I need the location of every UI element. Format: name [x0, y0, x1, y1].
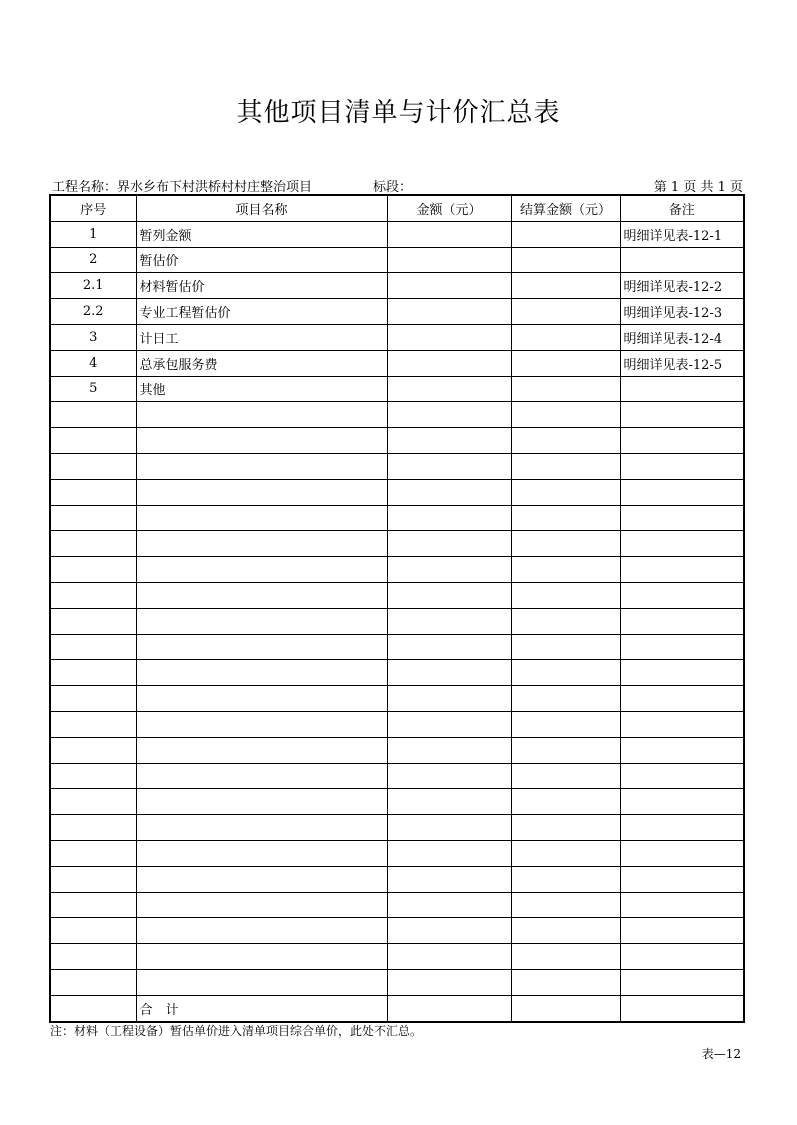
cell-no: 1	[50, 221, 136, 247]
table-row	[50, 350, 744, 376]
cell-settlement	[511, 324, 620, 350]
cell-amount	[387, 557, 511, 583]
table-row	[50, 634, 744, 660]
cell-settlement	[511, 273, 620, 299]
cell-settlement	[511, 866, 620, 892]
cell-settlement	[511, 247, 620, 273]
cell-no	[50, 608, 136, 634]
cell-no	[50, 763, 136, 789]
cell-amount	[387, 763, 511, 789]
cell-settlement	[511, 737, 620, 763]
cell-name	[136, 840, 387, 866]
cell-settlement	[511, 660, 620, 686]
cell-note: 明细详见表-12-2	[620, 273, 744, 299]
cell-note	[620, 711, 744, 737]
cell-name	[136, 866, 387, 892]
table-row	[50, 892, 744, 918]
cell-note	[620, 634, 744, 660]
cell-settlement	[511, 840, 620, 866]
cell-amount	[387, 995, 511, 1021]
cell-name	[136, 479, 387, 505]
table-row	[50, 866, 744, 892]
header-no: 序号	[50, 195, 136, 221]
cell-note	[620, 995, 744, 1021]
table-row	[50, 815, 744, 841]
cell-note	[620, 892, 744, 918]
cell-no	[50, 737, 136, 763]
cell-name	[136, 918, 387, 944]
table-row	[50, 686, 744, 712]
cell-amount	[387, 969, 511, 995]
table-row	[50, 428, 744, 454]
cell-name	[136, 634, 387, 660]
cell-name	[136, 505, 387, 531]
cell-note	[620, 479, 744, 505]
cell-no	[50, 815, 136, 841]
cell-name	[136, 737, 387, 763]
cell-settlement	[511, 608, 620, 634]
page-info: 第 1 页 共 1 页	[653, 180, 743, 195]
cell-name: 合 计	[136, 995, 387, 1021]
cell-amount	[387, 892, 511, 918]
cell-no	[50, 453, 136, 479]
cell-no	[50, 944, 136, 970]
cell-no: 2	[50, 247, 136, 273]
cell-note	[620, 789, 744, 815]
cell-name	[136, 660, 387, 686]
cell-settlement	[511, 479, 620, 505]
table-row	[50, 840, 744, 866]
cell-no	[50, 866, 136, 892]
cell-note	[620, 918, 744, 944]
cell-note: 明细详见表-12-1	[620, 221, 744, 247]
cell-settlement	[511, 402, 620, 428]
footnote: 注：材料（工程设备）暂估单价进入清单项目综合单价，此处不汇总。	[50, 1024, 423, 1038]
cell-no	[50, 531, 136, 557]
cell-note	[620, 531, 744, 557]
cell-name	[136, 969, 387, 995]
cell-amount	[387, 866, 511, 892]
cell-note: 明细详见表-12-5	[620, 350, 744, 376]
cell-settlement	[511, 582, 620, 608]
header-amount: 金额（元）	[387, 195, 511, 221]
cell-no: 3	[50, 324, 136, 350]
cell-amount	[387, 815, 511, 841]
cell-settlement	[511, 453, 620, 479]
table-row	[50, 402, 744, 428]
cell-amount	[387, 686, 511, 712]
table-row	[50, 453, 744, 479]
cell-amount	[387, 789, 511, 815]
table-row	[50, 737, 744, 763]
cell-amount	[387, 918, 511, 944]
cell-note	[620, 402, 744, 428]
cell-note	[620, 944, 744, 970]
cell-settlement	[511, 815, 620, 841]
cell-name	[136, 557, 387, 583]
cell-amount	[387, 660, 511, 686]
cell-settlement	[511, 711, 620, 737]
cell-no	[50, 582, 136, 608]
header-name: 项目名称	[136, 195, 387, 221]
cell-no: 5	[50, 376, 136, 402]
cell-name: 专业工程暂估价	[136, 299, 387, 325]
cell-name: 其他	[136, 376, 387, 402]
header-settlement: 结算金额（元）	[511, 195, 620, 221]
section-label: 标段：	[373, 180, 413, 195]
cell-name	[136, 453, 387, 479]
cell-amount	[387, 299, 511, 325]
table-row	[50, 299, 744, 325]
cell-settlement	[511, 634, 620, 660]
cell-note	[620, 557, 744, 583]
cell-name	[136, 531, 387, 557]
cell-amount	[387, 944, 511, 970]
cell-amount	[387, 428, 511, 454]
cell-settlement	[511, 969, 620, 995]
table-row	[50, 763, 744, 789]
cell-note	[620, 505, 744, 531]
cell-no	[50, 505, 136, 531]
summary-table	[49, 194, 745, 1023]
cell-name	[136, 402, 387, 428]
table-row	[50, 505, 744, 531]
cell-note: 明细详见表-12-3	[620, 299, 744, 325]
table-row	[50, 789, 744, 815]
cell-no	[50, 840, 136, 866]
table-row	[50, 944, 744, 970]
cell-no: 2.2	[50, 299, 136, 325]
table-row	[50, 582, 744, 608]
cell-settlement	[511, 376, 620, 402]
cell-no	[50, 995, 136, 1021]
table-row	[50, 969, 744, 995]
cell-settlement	[511, 763, 620, 789]
table-row	[50, 918, 744, 944]
table-row	[50, 376, 744, 402]
cell-settlement	[511, 505, 620, 531]
cell-no	[50, 660, 136, 686]
cell-amount	[387, 273, 511, 299]
cell-no: 4	[50, 350, 136, 376]
cell-amount	[387, 350, 511, 376]
cell-name	[136, 711, 387, 737]
cell-amount	[387, 247, 511, 273]
page-title: 其他项目清单与计价汇总表	[236, 98, 561, 128]
cell-amount	[387, 505, 511, 531]
table-row	[50, 479, 744, 505]
cell-name	[136, 944, 387, 970]
cell-note: 明细详见表-12-4	[620, 324, 744, 350]
form-code: 表—12	[701, 1047, 741, 1061]
table-row	[50, 531, 744, 557]
cell-settlement	[511, 299, 620, 325]
table-row	[50, 273, 744, 299]
cell-no	[50, 557, 136, 583]
cell-no	[50, 789, 136, 815]
cell-name	[136, 608, 387, 634]
table-row	[50, 608, 744, 634]
cell-note	[620, 376, 744, 402]
cell-name: 计日工	[136, 324, 387, 350]
cell-settlement	[511, 995, 620, 1021]
cell-no	[50, 969, 136, 995]
cell-settlement	[511, 531, 620, 557]
cell-settlement	[511, 557, 620, 583]
table-header-row	[50, 195, 744, 221]
cell-note	[620, 686, 744, 712]
cell-settlement	[511, 789, 620, 815]
table-row	[50, 324, 744, 350]
cell-name: 总承包服务费	[136, 350, 387, 376]
cell-no	[50, 686, 136, 712]
cell-no	[50, 892, 136, 918]
cell-amount	[387, 376, 511, 402]
cell-amount	[387, 531, 511, 557]
cell-note	[620, 582, 744, 608]
cell-note	[620, 428, 744, 454]
table-row	[50, 995, 744, 1021]
table-row	[50, 711, 744, 737]
cell-amount	[387, 737, 511, 763]
cell-note	[620, 969, 744, 995]
cell-note	[620, 840, 744, 866]
cell-amount	[387, 582, 511, 608]
cell-name	[136, 428, 387, 454]
cell-note	[620, 660, 744, 686]
cell-name: 暂列金额	[136, 221, 387, 247]
cell-no	[50, 402, 136, 428]
cell-no	[50, 634, 136, 660]
cell-settlement	[511, 686, 620, 712]
cell-note	[620, 453, 744, 479]
cell-name: 材料暂估价	[136, 273, 387, 299]
cell-settlement	[511, 428, 620, 454]
cell-note	[620, 608, 744, 634]
cell-note	[620, 247, 744, 273]
cell-name	[136, 892, 387, 918]
cell-name	[136, 789, 387, 815]
header-note: 备注	[620, 195, 744, 221]
cell-name	[136, 763, 387, 789]
cell-no	[50, 428, 136, 454]
cell-note	[620, 815, 744, 841]
cell-note	[620, 737, 744, 763]
cell-amount	[387, 402, 511, 428]
cell-settlement	[511, 918, 620, 944]
cell-no	[50, 711, 136, 737]
cell-amount	[387, 711, 511, 737]
cell-amount	[387, 479, 511, 505]
cell-settlement	[511, 221, 620, 247]
cell-name	[136, 582, 387, 608]
cell-amount	[387, 840, 511, 866]
table-row	[50, 221, 744, 247]
cell-amount	[387, 453, 511, 479]
cell-note	[620, 763, 744, 789]
cell-settlement	[511, 350, 620, 376]
cell-amount	[387, 634, 511, 660]
cell-note	[620, 866, 744, 892]
cell-name: 暂估价	[136, 247, 387, 273]
cell-name	[136, 686, 387, 712]
cell-no: 2.1	[50, 273, 136, 299]
cell-settlement	[511, 892, 620, 918]
table-row	[50, 247, 744, 273]
cell-amount	[387, 324, 511, 350]
cell-no	[50, 918, 136, 944]
cell-amount	[387, 221, 511, 247]
cell-no	[50, 479, 136, 505]
cell-amount	[387, 608, 511, 634]
project-name: 工程名称：界水乡布下村洪桥村村庄整治项目	[52, 180, 313, 195]
cell-settlement	[511, 944, 620, 970]
table-row	[50, 557, 744, 583]
table-row	[50, 660, 744, 686]
cell-name	[136, 815, 387, 841]
